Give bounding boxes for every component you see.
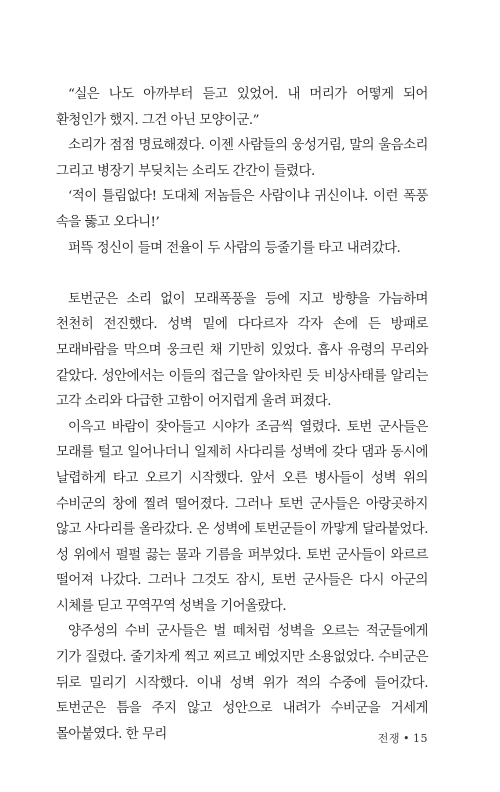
paragraph-defense: 양주성의 수비 군사들은 벌 떼처럼 성벽을 오르는 적군들에게 기가 질렸다. 줄기차게 찍고 찌르고 베었지만 소용없었다. 수비군은 뒤로 밀리기 시작했다. 이내 성벽 위가 적의 수중에 들어갔다. 토번군은 틈을 주지 않고 성안으로 내려가 수비군을 거세게 몰아붙였다. 한 무리	[56, 624, 428, 742]
chapter-title: 전쟁	[377, 732, 400, 745]
paragraph-thought: ‘적이 틀림없다! 도대체 저놈들은 사람이냐 귀신이냐. 이런 폭풍 속을 뚫고 오다니!’	[56, 189, 428, 230]
paragraph-dialogue-1: “실은 나도 아까부터 듣고 있었어. 내 머리가 어떻게 되어 환청인가 했지. 그건 아닌 모양이군.”	[56, 87, 428, 128]
paragraph-advance: 토번군은 소리 없이 모래폭풍을 등에 지고 방향을 가늠하며 천천히 전진했다. 성벽 밑에 다다르자 각자 손에 든 방패로 모래바람을 막으며 웅크린 채 기만히 있었다. 흡사 유령의 무리와 같았다. 성안에서는 이들의 접근을 알아차린 듯 비상사태를 알리는 고각 소리와 다급한 고함이 어지럽게 울려 퍼졌다.	[56, 291, 428, 410]
paragraph-shiver: 퍼뜩 정신이 들며 전율이 두 사람의 등줄기를 타고 내려갔다.	[68, 240, 401, 256]
paragraph-assault: 이윽고 바람이 잦아들고 시야가 조금씩 열렸다. 토번 군사들은 모래를 털고 일어나더니 일제히 사다리를 성벽에 갖다 댐과 동시에 날렵하게 타고 오르기 시작했다. 앞서 오른 병사들이 성벽 위의 수비군의 창에 찔려 떨어졌다. 그러나 토번 군사들은 아랑곳하지 않고 사다리를 올라갔다. 온 성벽에 토번군들이 까맣게 달라붙었다. 성 위에서 펄펄 끓는 물과 기름을 퍼부었다. 토번 군사들이 와르르 떨어져 나갔다. 그러나 그것도 잠시, 토번 군사들은 다시 아군의 시체를 딛고 꾸역꾸역 성벽을 기어올랐다.	[56, 419, 428, 614]
body-text	[56, 82, 428, 747]
page-number: 15	[413, 732, 428, 745]
footer-separator: •	[403, 732, 410, 745]
paragraph-sounds: 소리가 점점 명료해졌다. 이젠 사람들의 웅성거림, 말의 울음소리 그리고 병장기 부딪치는 소리도 간간이 들렸다.	[56, 138, 428, 179]
section-break	[56, 261, 428, 287]
page-footer	[378, 730, 428, 746]
